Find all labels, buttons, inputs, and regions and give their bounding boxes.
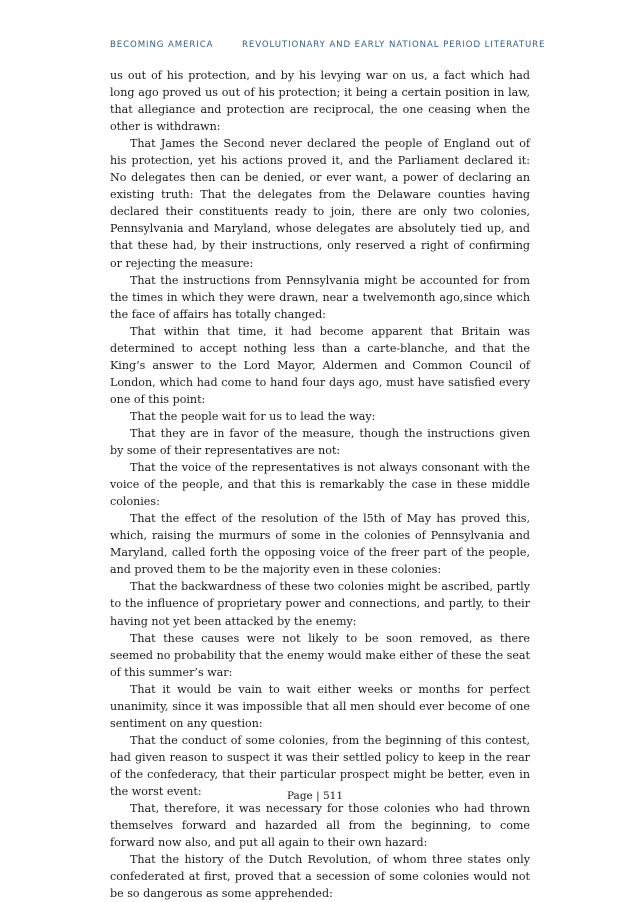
document-body <box>110 67 530 902</box>
paragraph: us out of his protection, and by his levying war on us, a fact which had long ago proved us out of his protection; it being a certain position in law, that allegiance and protection are reciprocal, the one ceasing when the other is withdrawn: <box>110 69 530 134</box>
paragraph: That James the Second never declared the people of England out of his protection, yet his actions proved it, and the Parliament declared it: No delegates then can be denied, or ever want, a power of declaring an existing truth: That the delegates from the Delaware counties having declared their constituents ready to join, there are only two colonies, Pennsylvania and Maryland, whose delegates are absolutely tied up, and that these had, by their instructions, only reserved a right of confirming or rejecting the measure: <box>110 137 530 270</box>
paragraph: That they are in favor of the measure, though the instructions given by some of their representatives are not: <box>110 426 530 458</box>
paragraph: That it would be vain to wait either weeks or months for perfect unanimity, since it was impossible that all men should ever become of one sentiment on any question: <box>110 682 530 730</box>
paragraph: That the history of the Dutch Revolution, of whom three states only confederated at first, proved that a secession of some colonies would not be so dangerous as some apprehended: <box>110 853 530 901</box>
paragraph: That, therefore, it was necessary for those colonies who had thrown themselves forward and hazarded all from the beginning, to come forward now also, and put all again to their own hazard: <box>110 802 530 850</box>
paragraph: That the people wait for us to lead the way: <box>130 409 376 423</box>
paragraph: That within that time, it had become apparent that Britain was determined to accept nothing less than a carte-blanche, and that the King’s answer to the Lord Mayor, Aldermen and Common Council of London, which had come to hand four days ago, must have satisfied every one of this point: <box>110 324 530 406</box>
paragraph: That the voice of the representatives is not always consonant with the voice of the people, and that this is remarkably the case in these middle colonies: <box>110 461 530 509</box>
paragraph: That the conduct of some colonies, from the beginning of this contest, had given reason to suspect it was their settled policy to keep in the rear of the confederacy, that their particular prospect might be better, even in the worst event: <box>110 733 530 798</box>
page-number: Page | 511 <box>286 790 344 802</box>
paragraph: That the effect of the resolution of the l5th of May has proved this, which, raising the murmurs of some in the colonies of Pennsylvania and Maryland, called forth the opposing voice of the freer part of the people, and proved them to be the majority even in these colonies: <box>110 512 530 577</box>
header-section-title: REVOLUTIONARY AND EARLY NATIONAL PERIOD LITERATURE <box>242 40 546 50</box>
paragraph: That the instructions from Pennsylvania might be accounted for from the times in which they were drawn, near a twelvemonth ago,since which the face of affairs has totally changed: <box>110 273 530 321</box>
header-book-title: BECOMING AMERICA <box>110 40 214 50</box>
paragraph: That these causes were not likely to be soon removed, as there seemed no probability that the enemy would make either of these the seat of this summer’s war: <box>110 631 530 679</box>
paragraph: That the backwardness of these two colonies might be ascribed, partly to the influence of proprietary power and connections, and partly, to their having not yet been attacked by the enemy: <box>110 580 530 628</box>
